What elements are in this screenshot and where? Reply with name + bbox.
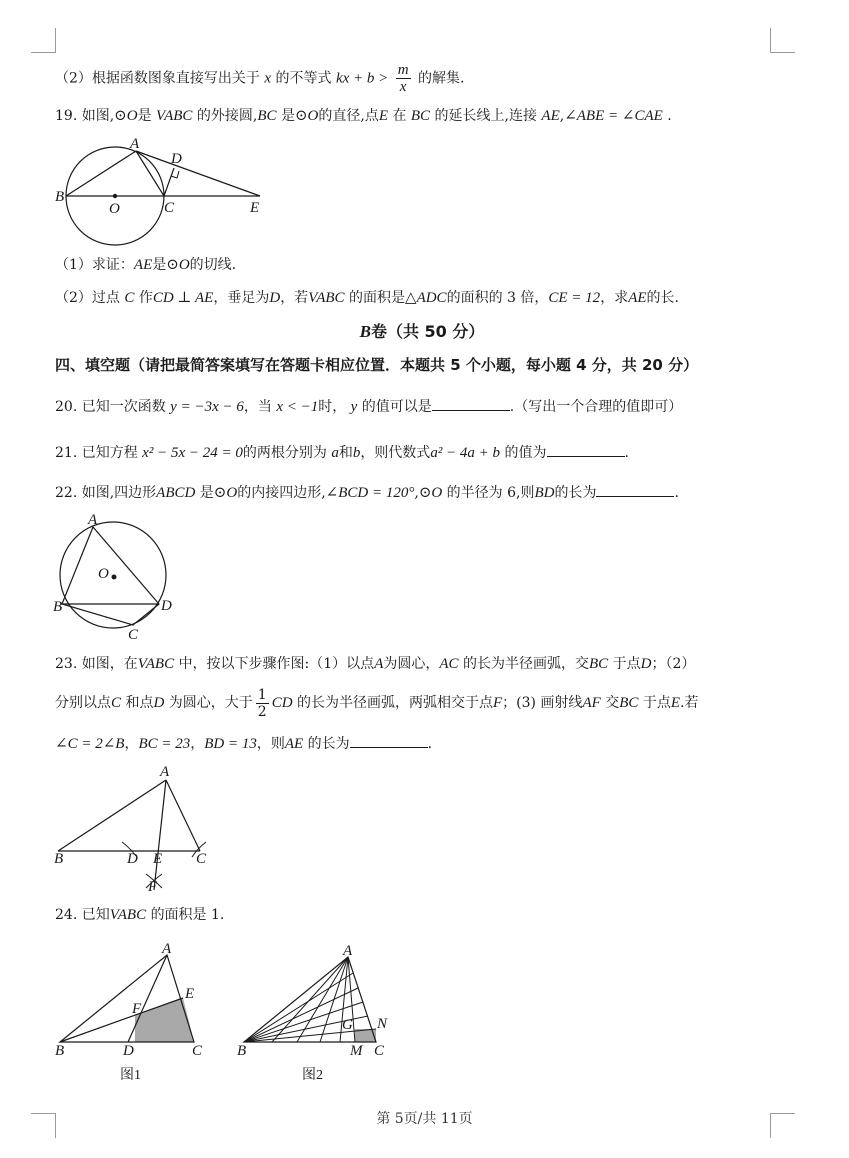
fraction-one-half: $\frac{1}{2}$ [257, 686, 267, 720]
crop-mark-top-right [770, 28, 795, 53]
label-b: B [55, 189, 65, 205]
q23-line2: 分别以点C 和点D 为圆心，大于 $\frac{1}{2}$ CD 的长为半径画弧，两弧相交于点F；(3) 画射线AF 交BC 于点E.若 [55, 686, 699, 720]
label-e: E [185, 986, 195, 1002]
q23-line3: ∠C = 2∠B，BC = 23，BD = 13，则AE 的长为 . [55, 733, 789, 755]
label-d: D [123, 1043, 134, 1059]
segment-ab [66, 151, 136, 196]
segment-ac [166, 780, 200, 851]
quadrilateral-abcd [62, 527, 159, 625]
answer-blank-q23[interactable] [350, 733, 428, 748]
q22: 22. 如图,四边形ABCD 是⊙O的内接四边形,∠BCD = 120°,⊙O 的半径为 6,则BD的长为 . [55, 482, 789, 504]
label-m: M [350, 1043, 363, 1059]
segment-ac [136, 151, 164, 196]
center-dot [113, 194, 117, 198]
label-c: C [192, 1043, 203, 1059]
q23-figure [50, 762, 230, 897]
label-c: C [374, 1043, 385, 1059]
label-c: C [196, 851, 207, 867]
figure-1-caption: 图1 [120, 1068, 141, 1083]
label-c: C [128, 627, 139, 643]
page-footer: 第 5页/共 11页 [376, 1111, 473, 1127]
answer-blank-q21[interactable] [547, 442, 625, 457]
section-4-heading: 四、填空题（请把最简答案填写在答题卡相应位置．本题共 5 个小题，每小题 4 分，共 20 分） [55, 356, 699, 374]
label-a: A [343, 943, 353, 959]
label-a: A [162, 941, 172, 957]
q19-figure [50, 135, 280, 250]
q23-line1: 23. 如图，在VABC 中，按以下步骤作图:（1）以点A为圆心，AC 的长为半径画弧，交BC 于点D；（2） [55, 656, 696, 672]
segment-ab [58, 780, 166, 851]
q21: 21. 已知方程 x² − 5x − 24 = 0的两根分别为 a和b，则代数式a² − 4a + b 的值为 . [55, 442, 789, 464]
segment-cd [164, 168, 174, 196]
label-b: B [53, 599, 63, 615]
label-a: A [160, 764, 170, 780]
ray-af [154, 780, 166, 890]
q18-part2: （2）根据函数图象直接写出关于 x 的不等式 kx + b > $\frac{m}{x}$ 的解集. [55, 62, 465, 95]
answer-blank-q20[interactable] [432, 396, 510, 411]
fraction-m-over-x: $\frac{m}{x}$ [397, 62, 409, 95]
q20: 20. 已知一次函数 y = −3x − 6，当 x < −1时， y 的值可以是 .（写出一个合理的值即可） [55, 396, 789, 418]
crop-mark-top-left [31, 28, 56, 53]
label-a: A [88, 512, 98, 528]
label-c: C [164, 200, 175, 216]
label-d: D [161, 598, 172, 614]
label-a: A [130, 136, 140, 152]
label-f: F [148, 879, 158, 895]
figure-2-caption: 图2 [302, 1068, 323, 1083]
section-b-title: B卷（共 50 分） [359, 322, 485, 341]
q19-part2: （2）过点 C 作CD ⊥ AE，垂足为D，若VABC 的面积是△ADC的面积的 3 倍，CE = 12，求AE的长. [55, 290, 679, 306]
label-o: O [98, 566, 109, 582]
q24-figure-1 [50, 940, 215, 1085]
center-dot [112, 575, 117, 580]
q24-stem: 24. 已知VABC 的面积是 1. [55, 907, 225, 923]
label-b: B [54, 851, 64, 867]
q19-stem: 19. 如图,⊙O是 VABC 的外接圆,BC 是⊙O的直径,点E 在 BC 的延长线上,连接 AE,∠ABE = ∠CAE . [55, 108, 672, 124]
label-n: N [377, 1016, 388, 1032]
q24-figure-2 [232, 940, 402, 1085]
q22-figure [48, 510, 188, 645]
label-g: G [342, 1017, 353, 1033]
q19-part1: （1）求证：AE是⊙O的切线. [55, 257, 237, 273]
label-f: F [132, 1001, 142, 1017]
segment-ae [136, 151, 260, 196]
answer-blank-q22[interactable] [596, 482, 674, 497]
label-e: E [153, 851, 163, 867]
label-o: O [109, 201, 120, 217]
label-d: D [127, 851, 138, 867]
label-d: D [171, 151, 182, 167]
label-e: E [250, 200, 260, 216]
label-b: B [237, 1043, 247, 1059]
label-b: B [55, 1043, 65, 1059]
